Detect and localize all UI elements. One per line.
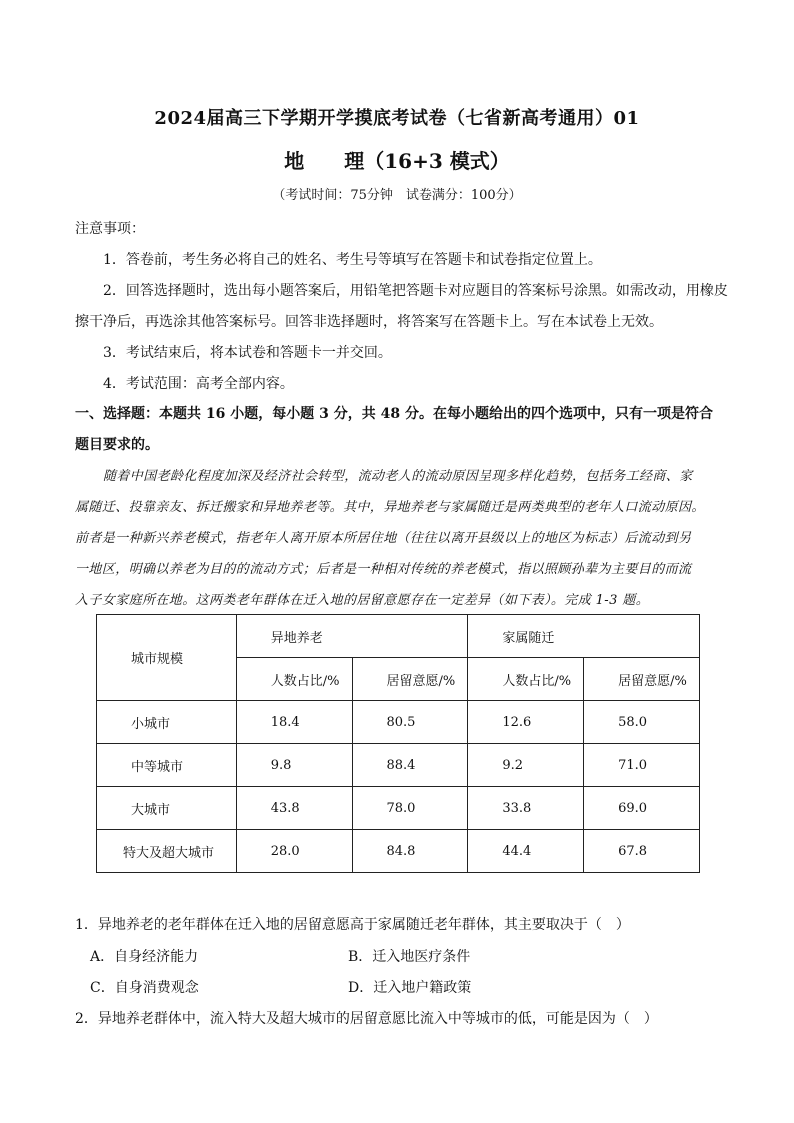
table-subheader: 人数占比/% — [236, 658, 352, 701]
question-2: 2．异地养老群体中，流入特大及超大城市的居留意愿比流入中等城市的低，可能是因为（ ） — [75, 1011, 658, 1027]
data-table — [96, 614, 700, 873]
subject-mode: 理（16+3 模式） — [344, 149, 510, 173]
option-b: B．迁入地医疗条件 — [348, 949, 471, 965]
note-item: 4．考试范围：高考全部内容。 — [103, 376, 294, 392]
cell: 9.8 — [236, 744, 352, 787]
subject-title — [0, 145, 794, 174]
cell: 69.0 — [584, 787, 700, 830]
cell: 71.0 — [584, 744, 700, 787]
table-group-header: 家属随迁 — [468, 615, 700, 658]
section-heading-cont: 题目要求的。 — [75, 437, 159, 453]
section-heading: 一、选择题：本题共 16 小题，每小题 3 分，共 48 分。在每小题给出的四个选项中，只有一项是符合 — [75, 406, 713, 422]
option-c: C．自身消费观念 — [90, 980, 199, 996]
passage-line: 前者是一种新兴养老模式，指老年人离开原本所居住地（往往以离开县级以上的地区为标志）后流动到另 — [75, 531, 692, 546]
subject-char: 地 — [284, 149, 305, 173]
cell: 80.5 — [352, 701, 468, 744]
question-1: 1．异地养老的老年群体在迁入地的居留意愿高于家属随迁老年群体，其主要取决于（ ） — [75, 917, 630, 933]
row-label: 小城市 — [97, 701, 237, 744]
table-subheader: 人数占比/% — [468, 658, 584, 701]
cell: 84.8 — [352, 830, 468, 873]
exam-title: 2024届高三下学期开学摸底考试卷（七省新高考通用）01 — [154, 108, 640, 129]
note-item: 3．考试结束后，将本试卷和答题卡一并交回。 — [103, 345, 392, 361]
cell: 44.4 — [468, 830, 584, 873]
table-row — [97, 744, 700, 787]
passage-line: 属随迁、投靠亲友、拆迁搬家和异地养老等。其中，异地养老与家属随迁是两类典型的老年人口流动原因。 — [75, 500, 705, 515]
row-label: 特大及超大城市 — [97, 830, 237, 873]
table-subheader: 居留意愿/% — [352, 658, 468, 701]
table-group-header: 异地养老 — [236, 615, 468, 658]
cell: 58.0 — [584, 701, 700, 744]
table-row — [97, 787, 700, 830]
cell: 67.8 — [584, 830, 700, 873]
note-item-cont: 擦干净后，再选涂其他答案标号。回答非选择题时，将答案写在答题卡上。写在本试卷上无效。 — [75, 314, 663, 330]
table-corner: 城市规模 — [97, 615, 237, 701]
note-item: 1．答卷前，考生务必将自己的姓名、考生号等填写在答题卡和试卷指定位置上。 — [103, 252, 602, 268]
row-label: 中等城市 — [97, 744, 237, 787]
cell: 28.0 — [236, 830, 352, 873]
cell: 43.8 — [236, 787, 352, 830]
cell: 78.0 — [352, 787, 468, 830]
cell: 33.8 — [468, 787, 584, 830]
option-d: D．迁入地户籍政策 — [348, 980, 472, 996]
cell: 12.6 — [468, 701, 584, 744]
note-item: 2．回答选择题时，选出每小题答案后，用铅笔把答题卡对应题目的答案标号涂黑。如需改动，用橡皮 — [103, 283, 728, 299]
cell: 88.4 — [352, 744, 468, 787]
option-a: A．自身经济能力 — [90, 949, 199, 965]
exam-info: （考试时间：75分钟 试卷满分：100分） — [272, 188, 522, 203]
table-row — [97, 830, 700, 873]
row-label: 大城市 — [97, 787, 237, 830]
cell: 18.4 — [236, 701, 352, 744]
passage-line: 随着中国老龄化程度加深及经济社会转型，流动老人的流动原因呈现多样化趋势，包括务工经商、家 — [103, 469, 693, 484]
table-subheader: 居留意愿/% — [584, 658, 700, 701]
table-row — [97, 701, 700, 744]
passage-line: 入子女家庭所在地。这两类老年群体在迁入地的居留意愿存在一定差异（如下表）。完成 1-3 题。 — [75, 593, 650, 608]
cell: 9.2 — [468, 744, 584, 787]
notes-heading: 注意事项： — [75, 221, 145, 237]
passage-line: 一地区，明确以养老为目的的流动方式；后者是一种相对传统的养老模式，指以照顾孙辈为主要目的而流 — [75, 562, 692, 577]
